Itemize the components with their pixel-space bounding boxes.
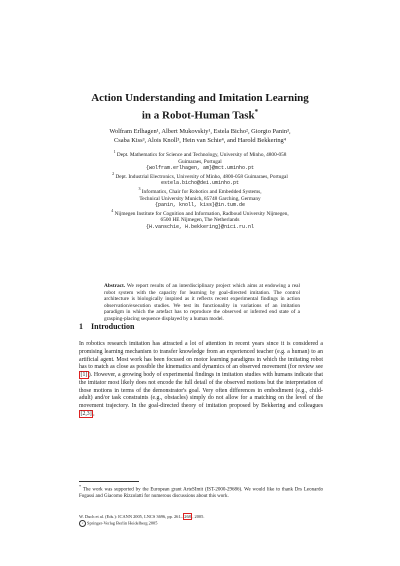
page-link[interactable]: 268 (184, 514, 191, 519)
affiliation-email: {panin, knoll, kiss}@in.tum.de (154, 202, 245, 209)
citation-number: 2,3 (82, 410, 90, 417)
title-line-2: in a Robot-Human Task (141, 109, 255, 122)
affiliation-line: Technical University Munich, 85748 Garching, Germany (139, 195, 261, 202)
title-footnote-mark[interactable]: * (254, 108, 259, 116)
citation-number: 1 (82, 372, 86, 378)
affiliation-number: 4 (111, 207, 114, 213)
footer-publisher: Springer-Verlag Berlin Heidelberg 2005 (87, 520, 158, 526)
abstract-text: We report results of an interdisciplinary project which aims at endowing a real robot system with the capacity for learning by goal-directed imitation. The control architecture is biologically inspired as it reflects recent experimental findings in action observation/execution studies. We test its functionality in variations of an imitation paradigm in which the artefact has to reproduce the observed or inferred end state of a grasping-placing sequence displayed by a human model. (104, 283, 301, 322)
footnote-mark: * (79, 484, 82, 489)
section-title: Introduction (91, 322, 135, 331)
citation-link[interactable]: [2,3] (80, 410, 92, 417)
abstract-label: Abstract. (104, 283, 126, 289)
publication-footer (79, 514, 323, 527)
affiliation-line: 6500 HE Nijmegen, The Netherlands (160, 217, 240, 224)
body-paragraph (79, 341, 323, 419)
section-number: 1 (79, 322, 83, 331)
body-text-part-3: , (93, 410, 95, 417)
affiliation-4 (40, 207, 360, 231)
affiliation-list (40, 149, 360, 233)
affiliation-email: estela.bicho@dei.uminho.pt (160, 180, 239, 187)
footer-citation-text: W. Duch et al. (Eds.): ICANN 2005, LNCS 3696, pp. 261– (79, 514, 183, 519)
affiliation-email: {wolfram.erlhagen, am}@mct.uminho.pt (145, 165, 255, 172)
author-list (40, 128, 360, 145)
footnote-rule (79, 481, 139, 482)
paper-title (0, 91, 400, 123)
footer-copyright-line (79, 520, 323, 527)
affiliation-line: Informatics, Chair for Robotics and Embedded Systems, (141, 188, 262, 195)
section-heading (79, 322, 329, 332)
title-line-2-wrap (0, 105, 400, 123)
affiliation-number: 2 (112, 171, 115, 177)
affiliation-line: Nijmegen Institute for Cognition and Information, Radboud University Nijmegen, (114, 210, 289, 217)
footer-citation-tail: , 2005. (192, 514, 205, 519)
affiliation-number: 1 (113, 149, 116, 155)
body-text-part-2: ). However, a growing body of experimental findings in imitation studies with humans indicate that the imitator most likely does not encode the full detail of the observed motions but the interpretation of those motions in terms of the demonstrator's goal. Very often differences in embodiment (e.g., child-adult) and/or task constraints (e.g., obstacles) simply do not allow for a matching on the level of the movement trajectory. In the goal-directed theory of imitation proposed by Bekkering and colleagues (79, 372, 323, 409)
affiliation-line: Dept. Mathematics for Science and Technology, University of Minho, 4800-058 (116, 152, 287, 158)
footnote (79, 484, 323, 500)
affiliation-line: Dept. Industrial Electronics, University of Minho, 4800-058 Guimaraes, Portugal (115, 173, 288, 180)
citation-link[interactable]: [1] (80, 372, 88, 378)
authors-line-1: Wolfram Erlhagen¹, Albert Mukovskiy¹, Estela Bicho², Giorgio Panin³, (109, 128, 291, 135)
copyright-icon: c (79, 520, 86, 527)
abstract (104, 283, 300, 322)
body-text-part-1: In robotics research imitation has attracted a lot of attention in recent years since it is considered a promising learning mechanism to transfer knowledge from an experienced teacher (e.g. a human) to an artificial agent. Most work has been focused on motor learning paradigms in which the imitating robot has to match as close as possible the kinematics and dynamics of an observed movement (for review see (79, 341, 323, 371)
affiliation-number: 3 (138, 186, 141, 192)
authors-line-2: Csaba Kiss³, Alois Knoll³, Hein van Schie⁴, and Harold Bekkering⁴ (114, 136, 286, 144)
affiliation-line: Guimaraes, Portugal (178, 158, 222, 165)
affiliation-3 (40, 186, 360, 209)
footnote-text: The work was supported by the European grant ArteSImit (IST-2000-29686). We would like to thank Drs Leonardo Fogassi and Giacomo Rizzolatti for numerous discussions about this work. (79, 487, 323, 499)
affiliation-1 (40, 149, 360, 172)
affiliation-email: {H.vanschie, H.bekkering}@nici.ru.nl (145, 223, 255, 230)
affiliation-2 (40, 171, 360, 187)
title-line-1: Action Understanding and Imitation Learning (91, 92, 309, 104)
